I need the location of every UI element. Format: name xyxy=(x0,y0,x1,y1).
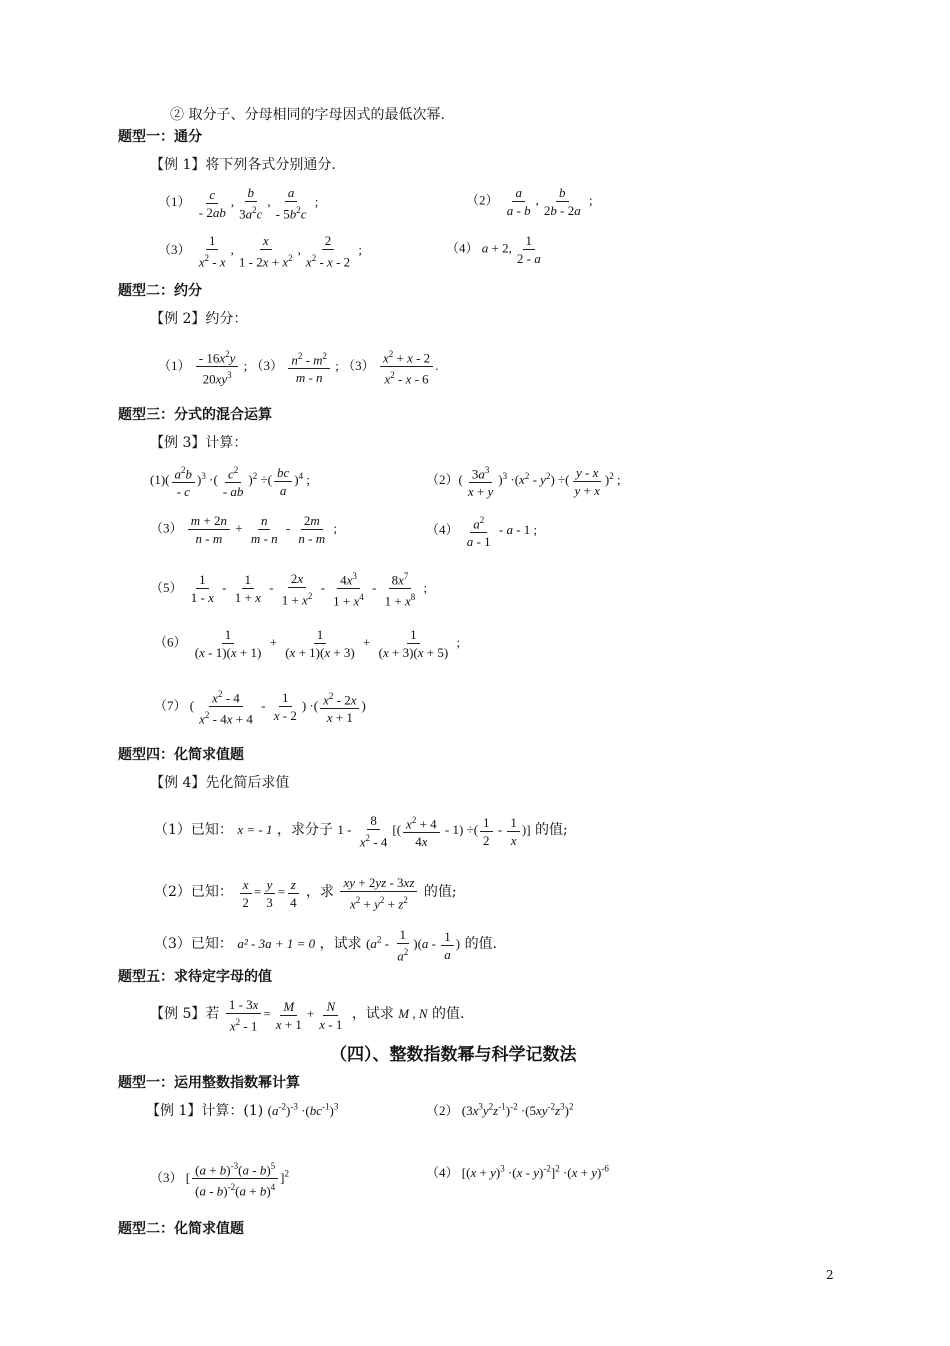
ex4-item-3: （3）已知： a² - 3a + 1 = 0 ，试求 ($a^2$ - $\frac{1}{a^2}$ )(a - $\frac{1}{a}$ ) 的值. xyxy=(154,927,498,964)
section-heading-6: 题型一：运用整数指数幂计算 xyxy=(118,1075,300,1091)
section-heading-7: 题型二：化简求值题 xyxy=(118,1221,244,1237)
ex3-item-5: （5） $\frac{1}{1 - x}$ - $\frac{1}{1 + x}$ - $\frac{2x}{1 + x^2}$ - $\frac{4x^3}{1 + x^4}$ - $\frac{8x^7}{1 + x^8}$ ; xyxy=(150,568,427,610)
intro-line: ② 取分子、分母相同的字母因式的最低次幂. xyxy=(170,107,445,123)
item-label: （4） xyxy=(446,240,479,256)
item-label: （3） xyxy=(158,242,191,258)
ex3-item-3: （3） $\frac{m + 2n}{n - m}$ + $\frac{n}{m - n}$ - $\frac{2m}{n - m}$ ; xyxy=(150,513,338,546)
ex6-item-2: （2） $(3x^3y^2z^{-1})^{-2} \cdot(5xy^{-2}z^3)^2$ xyxy=(426,1101,574,1118)
ex6-item-4: （4） $[(x + y)^3 \cdot(x - y)^{-2}]^2 \cdot(x + y)^{-6}$ xyxy=(426,1163,609,1180)
ex3-item-4: （4） $\frac{a^2}{a - 1}$ - a - 1 ; xyxy=(426,512,537,550)
example-1-title: 【例 1】将下列各式分别通分. xyxy=(150,157,336,173)
ex1-item-2: （2） $\frac{a}{a - b}$ , $\frac{b}{2b - 2a}$ ; xyxy=(466,185,593,218)
section-heading-4: 题型四：化简求值题 xyxy=(118,747,244,763)
ex1-item-4: （4） a + 2, $\frac{1}{2 - a}$ xyxy=(446,233,541,266)
example-2-title: 【例 2】约分： xyxy=(150,311,248,327)
ex1-item-1: （1） $\frac{c}{- 2ab}$ , $\frac{b}{3a^2c}$ , $\frac{a}{- 5b^2c}$ ; xyxy=(158,185,319,222)
ex6-item-3: （3） [ $\frac{(a + b)^{-3}(a - b)^5}{(a - b)^{-2}(a + b)^4}$ ]$^2$ xyxy=(150,1158,289,1200)
ex4-item-1: （1）已知： x = - 1 ，求分子 1 - $\frac{8}{x^2 - 4}$ [( $\frac{x^2 + 4}{4x}$ - 1) ÷( $\frac{1}{2}$ - $\frac{1}{x}$ )] 的值; xyxy=(154,813,568,850)
ex4-item-2: （2）已知： $\frac{x}{2}$ = $\frac{y}{3}$ = $\frac{z}{4}$ ，求 $\frac{xy + 2yz - 3xz}{x^2 + y^2 + z^2}$ 的值; xyxy=(154,875,457,912)
item-label: （2） xyxy=(466,192,499,208)
ex3-item-2: （2）( $\frac{3a^3}{x + y}$ )$^3 \cdot(x^2 - y^2)$ ÷( $\frac{y - x}{y + x}$ )$^2$ ; xyxy=(426,462,621,500)
section-heading-3: 题型三：分式的混合运算 xyxy=(118,407,272,423)
item-label: （1） xyxy=(158,194,191,210)
ex3-item-7: （7） ( $\frac{x^2 - 4}{x^2 - 4x + 4}$ - $\frac{1}{x - 2}$ ) ·( $\frac{x^2 - 2x}{x + 1}$ ) xyxy=(154,686,366,728)
section-heading-2: 题型二：约分 xyxy=(118,283,202,299)
chapter-title: （四）、整数指数幂与科学记数法 xyxy=(330,1045,577,1065)
ex6-item-1: 【例 1】计算：(1) $(a^{-2})^{-3} \cdot(bc^{-1})^3$ xyxy=(146,1101,339,1119)
example-5: 【例 5】若 $\frac{1 - 3x}{x^2 - 1}$ = $\frac{M}{x + 1}$ + $\frac{N}{x - 1}$ ，试求 M , N 的值. xyxy=(150,997,465,1034)
example-4-title: 【例 4】先化简后求值 xyxy=(150,775,290,791)
ex3-item-6: （6） $\frac{1}{(x - 1)(x + 1)}$ + $\frac{1}{(x + 1)(x + 3)}$ + $\frac{1}{(x + 3)(x + 5)}$ ; xyxy=(154,627,461,660)
page-number: 2 xyxy=(826,1268,834,1282)
example-3-title: 【例 3】计算： xyxy=(150,435,248,451)
ex3-item-1: (1)( $\frac{a^2b}{- c}$ )$^3$ ·( $\frac{c^2}{- ab}$ )$^2$ ÷( $\frac{bc}{a}$ )$^4$ ; xyxy=(150,462,310,500)
ex2-items: （1） $\frac{- 16x^2y}{20xy^3}$ ; （3） $\frac{n^2 - m^2}{m - n}$ ; （3） $\frac{x^2 + x - 2}{x^2 - x - 6}$ . xyxy=(158,346,438,388)
section-heading-5: 题型五：求待定字母的值 xyxy=(118,969,272,985)
ex1-item-3: （3） $\frac{1}{x^2 - x}$ , $\frac{x}{1 - 2x + x^2}$ , $\frac{2}{x^2 - x - 2}$ ; xyxy=(158,233,363,270)
section-heading-1: 题型一：通分 xyxy=(118,129,202,145)
